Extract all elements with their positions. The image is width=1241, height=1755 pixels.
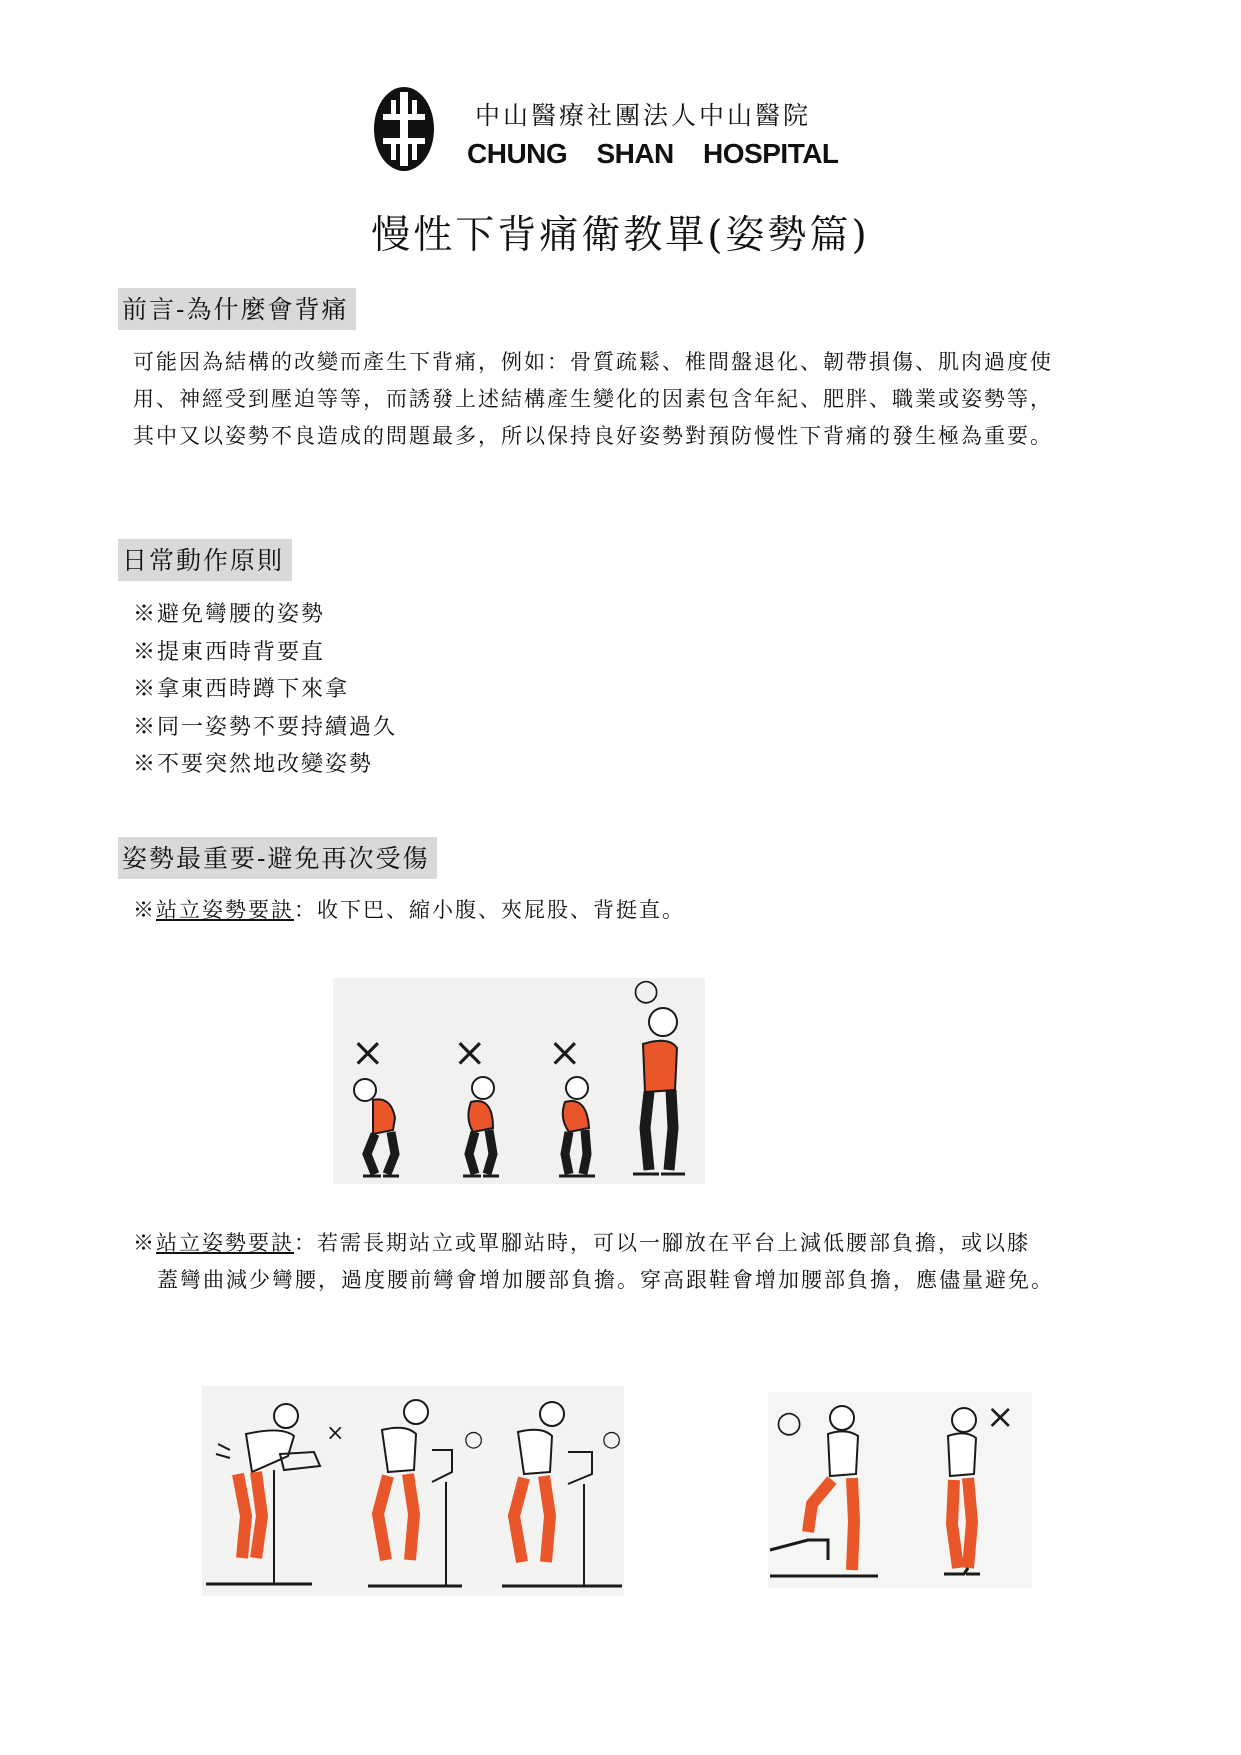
reference-mark: ※ (133, 1231, 156, 1255)
wrong-mark-icon: × (351, 1030, 385, 1076)
intro-line-2: 用、神經受到壓迫等等，而誘發上述結構產生變化的因素包含年紀、肥胖、職業或姿勢等， (133, 387, 1053, 411)
wrong-mark-icon: × (986, 1397, 1015, 1437)
posture-tip-2 (133, 1225, 1123, 1299)
intro-line-3: 其中又以姿勢不良造成的問題最多，所以保持良好姿勢對預防慢性下背痛的發生極為重要。 (133, 424, 1053, 448)
wrong-mark-icon: × (326, 1421, 345, 1446)
list-item: ※避免彎腰的姿勢 (133, 602, 326, 627)
list-item: ※同一姿勢不要持續過久 (133, 714, 398, 740)
intro-paragraph (133, 344, 1133, 455)
right-mark-icon: ○ (776, 1405, 803, 1440)
right-mark-icon: ○ (602, 1427, 622, 1452)
tip-text-continued: 蓋彎曲減少彎腰，過度腰前彎會增加腰部負擔。穿高跟鞋會增加腰部負擔，應儘量避免。 (157, 1268, 1054, 1292)
list-item: ※提東西時背要直 (133, 639, 326, 665)
wrong-mark-icon: × (548, 1030, 582, 1076)
standing-posture-illustration (333, 978, 705, 1184)
section-heading-intro: 前言-為什麼會背痛 (118, 288, 356, 330)
right-mark-icon: ○ (464, 1427, 484, 1452)
hospital-name-zh: 中山醫療社團法人中山醫院 (475, 101, 812, 130)
list-item: ※拿東西時蹲下來拿 (133, 677, 350, 702)
sink-posture-illustration (202, 1386, 624, 1596)
tip-text: ：收下巴、縮小腹、夾屁股、背挺直。 (294, 898, 685, 922)
posture-tip-1 (133, 892, 1123, 929)
stool-and-heels-illustration (768, 1392, 1032, 1588)
wrong-mark-icon: × (453, 1030, 487, 1076)
hospital-header (373, 86, 853, 176)
section-heading-posture: 姿勢最重要-避免再次受傷 (118, 837, 437, 879)
list-item: ※不要突然地改變姿勢 (133, 752, 374, 777)
right-mark-icon: ○ (633, 978, 660, 1008)
tip-text: ：若需長期站立或單腳站時，可以一腳放在平台上減低腰部負擔，或以膝 (294, 1231, 1030, 1255)
document-title: 慢性下背痛衛教單(姿勢篇) (371, 213, 870, 258)
tip-key: 站立姿勢要訣 (156, 1231, 294, 1255)
hospital-logo-icon (373, 86, 435, 172)
tip-key: 站立姿勢要訣 (156, 898, 294, 922)
daily-rules-list (133, 596, 397, 784)
section-heading-daily: 日常動作原則 (118, 539, 292, 581)
hospital-name-en: CHUNG SHAN HOSPITAL (467, 138, 839, 169)
intro-line-1: 可能因為結構的改變而產生下背痛，例如：骨質疏鬆、椎間盤退化、韌帶損傷、肌肉過度使 (133, 350, 1053, 374)
reference-mark: ※ (133, 898, 156, 922)
